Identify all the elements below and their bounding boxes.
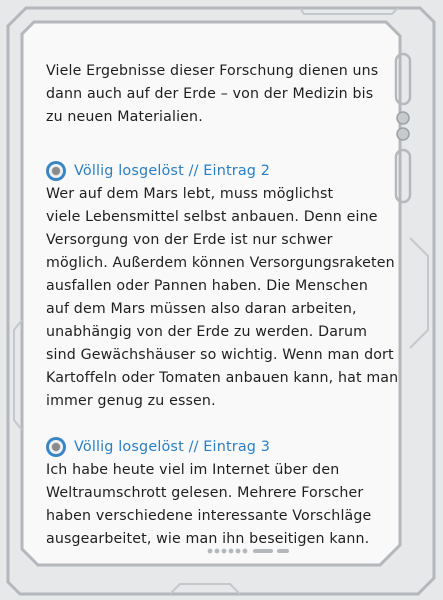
astronaut-avatar-icon <box>46 161 66 181</box>
text-line: unabhängig von der Erde zu werden. Darum <box>46 324 368 340</box>
entry-paragraph <box>46 183 399 413</box>
entry-heading <box>46 159 386 183</box>
entry-heading-label: Völlig losgelöst // Eintrag 3 <box>74 438 271 455</box>
text-line: Viele Ergebnisse dieser Forschung dienen uns <box>46 63 379 79</box>
text-line: dann auch auf der Erde – von der Medizin bis <box>46 86 374 102</box>
astronaut-avatar-icon <box>46 437 66 457</box>
rail-bracket <box>410 238 428 348</box>
text-line: Wer auf dem Mars lebt, muss möglichst <box>46 186 334 202</box>
diary-content <box>46 60 399 551</box>
text-line: Versorgung von der Erde ist nur schwer <box>46 232 333 248</box>
text-line: möglich. Außerdem können Versorgungsraketen <box>46 255 395 271</box>
rail-knob-icon <box>397 112 409 124</box>
text-line: viele Lebensmittel selbst anbauen. Denn eine <box>46 209 378 225</box>
text-line: zu neuen Materialien. <box>46 109 203 125</box>
text-line: Ich habe heute viel im Internet über den <box>46 462 340 478</box>
rail-knob-icon <box>397 128 409 140</box>
entry-paragraph <box>46 459 386 551</box>
text-line: ausgearbeitet, wie man ihn beseitigen kann. <box>46 531 370 547</box>
text-line: immer genug zu essen. <box>46 393 216 409</box>
text-line: haben verschiedene interessante Vorschläge <box>46 508 372 524</box>
entry-heading <box>46 435 386 459</box>
text-line: ausfallen oder Pannen haben. Die Menschen <box>46 278 369 294</box>
text-line: Weltraumschrott gelesen. Mehrere Forscher <box>46 485 364 501</box>
text-line: sind Gewächshäuser so wichtig. Wenn man dort <box>46 347 394 363</box>
text-line: auf dem Mars müssen also daran arbeiten, <box>46 301 357 317</box>
text-line: Kartoffeln oder Tomaten anbauen kann, hat man <box>46 370 399 386</box>
entry-heading-label: Völlig losgelöst // Eintrag 2 <box>74 162 271 179</box>
intro-paragraph <box>46 60 386 129</box>
